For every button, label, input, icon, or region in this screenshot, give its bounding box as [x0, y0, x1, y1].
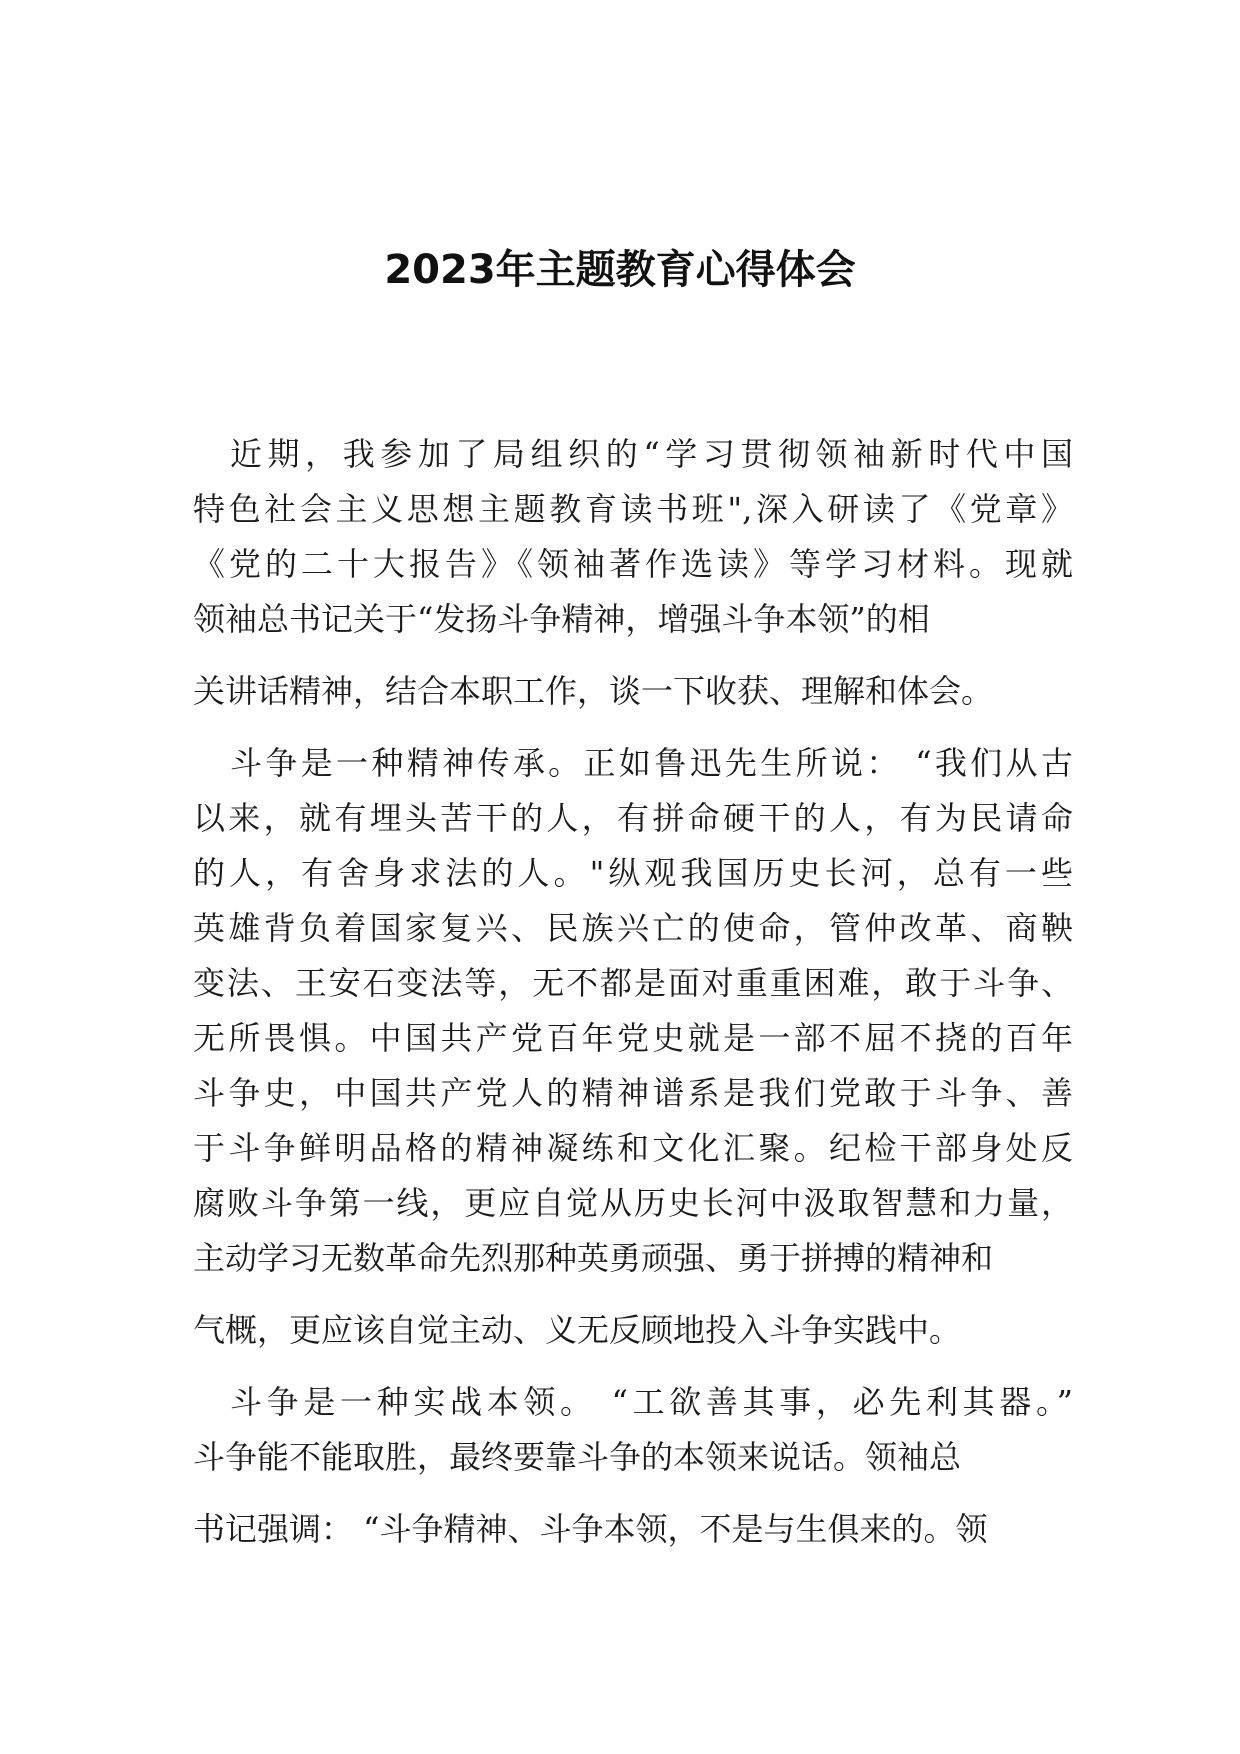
body-line: 近期，我参加了局组织的“学习贯彻领袖新时代中国 — [230, 435, 1073, 473]
body-line: 变法、王安石变法等，无不都是面对重重困难，敢于斗争、 — [193, 964, 1073, 1002]
body-line: 领袖总书记关于“发扬斗争精神，增强斗争本领”的相 — [193, 600, 930, 638]
body-line: 以来，就有埋头苦干的人，有拼命硬干的人，有为民请命 — [193, 799, 1073, 837]
body-line: 无所畏惧。中国共产党百年党史就是一部不屈不挠的百年 — [193, 1019, 1073, 1057]
body-line: 斗争能不能取胜，最终要靠斗争的本领来说话。领袖总 — [193, 1438, 962, 1476]
body-line: 于斗争鲜明品格的精神凝练和文化汇聚。纪检干部身处反 — [193, 1129, 1073, 1167]
body-line: 腐败斗争第一线，更应自觉从历史长河中汲取智慧和力量， — [193, 1184, 1073, 1222]
body-line: 主动学习无数革命先烈那种英勇顽强、勇于拼搏的精神和 — [193, 1239, 994, 1277]
body-line: 书记强调： “斗争精神、斗争本领，不是与生俱来的。领 — [193, 1510, 988, 1548]
body-line: 斗争史，中国共产党人的精神谱系是我们党敢于斗争、善 — [193, 1074, 1073, 1112]
body-line: 《党的二十大报告》《领袖著作选读》等学习材料。现就 — [193, 545, 1073, 583]
body-line: 关讲话精神，结合本职工作，谈一下收获、理解和体会。 — [193, 672, 994, 710]
body-line: 斗争是一种精神传承。正如鲁迅先生所说： “我们从古 — [230, 744, 1073, 782]
body-line: 英雄背负着国家复兴、民族兴亡的使命，管仲改革、商鞅 — [193, 909, 1073, 947]
body-line: 斗争是一种实战本领。 “工欲善其事，必先利其器。” — [230, 1383, 1073, 1421]
body-line: 特色社会主义思想主题教育读书班",深入研读了《党章》 — [193, 490, 1073, 528]
body-line: 的人，有舍身求法的人。"纵观我国历史长河，总有一些 — [193, 854, 1073, 892]
body-line: 气概，更应该自觉主动、义无反顾地投入斗争实践中。 — [193, 1311, 962, 1349]
document-title: 2023年主题教育心得体会 — [384, 247, 856, 293]
